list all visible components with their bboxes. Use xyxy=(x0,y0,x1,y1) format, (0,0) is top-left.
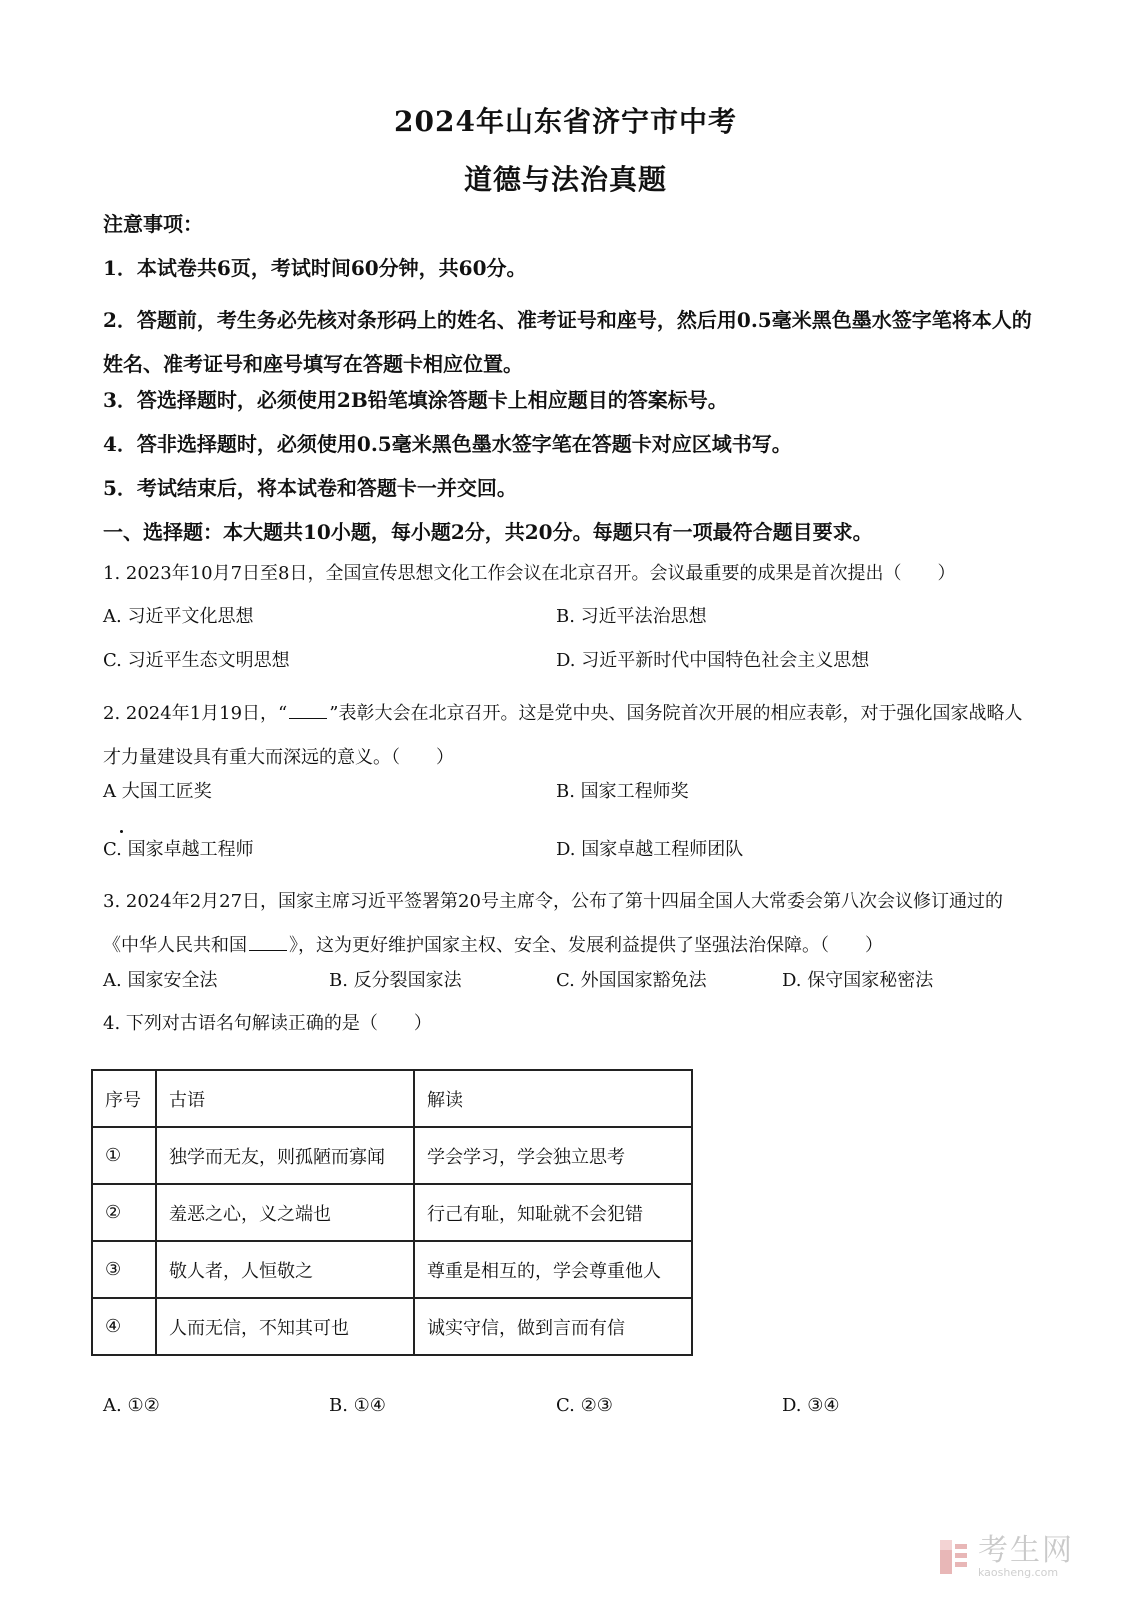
page-title: 2024年山东省济宁市中考 xyxy=(394,105,737,138)
question-3-option-b: B. 反分裂国家法 xyxy=(329,970,462,991)
question-1-option-b: B. 习近平法治思想 xyxy=(556,606,707,627)
table-row xyxy=(92,1127,692,1184)
question-4-stem: 4. 下列对古语名句解读正确的是（ ） xyxy=(103,1013,432,1034)
watermark-text xyxy=(978,1535,1074,1579)
kaosheng-logo-icon xyxy=(940,1540,970,1574)
table-header-cell: 序号 xyxy=(92,1070,156,1127)
watermark-url: kaosheng.com xyxy=(978,1566,1059,1579)
watermark-name: 考生网 xyxy=(978,1533,1074,1568)
question-3-option-a: A. 国家安全法 xyxy=(103,970,218,991)
question-4-option-b: B. ①④ xyxy=(329,1395,386,1416)
question-1-option-d: D. 习近平新时代中国特色社会主义思想 xyxy=(556,650,870,671)
stray-dot xyxy=(120,830,123,833)
question-1-stem: 1. 2023年10月7日至8日，全国宣传思想文化工作会议在北京召开。会议最重要的成果是首次提出（ ） xyxy=(103,563,956,584)
question-1-option-a: A. 习近平文化思想 xyxy=(103,606,254,627)
table-header-row xyxy=(92,1070,692,1127)
question-3-stem-after: 》，这为更好维护国家主权、安全、发展利益提供了坚强法治保障。（ ） xyxy=(289,935,883,956)
notice-item-1: 1．本试卷共6页，考试时间60分钟，共60分。 xyxy=(103,256,527,280)
question-2-blank xyxy=(289,700,327,719)
section-heading: 一、选择题：本大题共10小题，每小题2分，共20分。每题只有一项最符合题目要求。 xyxy=(103,520,873,544)
notice-item-5: 5．考试结束后，将本试卷和答题卡一并交回。 xyxy=(103,476,517,500)
question-2-option-a: A 大国工匠奖 xyxy=(103,781,212,802)
question-4-option-d: D. ③④ xyxy=(782,1395,840,1416)
notice-heading: 注意事项： xyxy=(103,212,203,236)
table-cell-quote: 羞恶之心，义之端也 xyxy=(156,1184,414,1241)
table-row xyxy=(92,1298,692,1355)
question-3-option-d: D. 保守国家秘密法 xyxy=(782,970,934,991)
table-cell-interpretation: 诚实守信，做到言而有信 xyxy=(414,1298,692,1355)
notice-item-3: 3．答选择题时，必须使用2B铅笔填涂答题卡上相应题目的答案标号。 xyxy=(103,388,728,412)
table-row xyxy=(92,1241,692,1298)
question-3-stem-before: 3. 2024年2月27日，国家主席习近平签署第20号主席令，公布了第十四届全国人大常委会第八次会议修订通过的《中华人民共和国 xyxy=(103,891,1003,956)
watermark xyxy=(940,1535,1074,1579)
table-row xyxy=(92,1184,692,1241)
question-2-stem-before: 2. 2024年1月19日，“ xyxy=(103,703,288,724)
table-cell-interpretation: 学会学习，学会独立思考 xyxy=(414,1127,692,1184)
table-cell-number: ③ xyxy=(92,1241,156,1298)
question-2-option-b: B. 国家工程师奖 xyxy=(556,781,689,802)
table-cell-number: ① xyxy=(92,1127,156,1184)
table-cell-quote: 敬人者，人恒敬之 xyxy=(156,1241,414,1298)
question-4-option-c: C. ②③ xyxy=(556,1395,613,1416)
question-2-option-c: C. 国家卓越工程师 xyxy=(103,839,254,860)
question-2-stem-after: ”表彰大会在北京召开。这是党中央、国务院首次开展的相应表彰，对于强化国家战略人才力量建设具有重大而深远的意义。（ ） xyxy=(103,703,1023,768)
page-subtitle: 道德与法治真题 xyxy=(463,163,667,196)
table-cell-interpretation: 行己有耻，知耻就不会犯错 xyxy=(414,1184,692,1241)
table-cell-number: ④ xyxy=(92,1298,156,1355)
question-1-option-c: C. 习近平生态文明思想 xyxy=(103,650,290,671)
table-cell-quote: 独学而无友，则孤陋而寡闻 xyxy=(156,1127,414,1184)
question-3-stem xyxy=(103,880,1033,968)
question-3-option-c: C. 外国国家豁免法 xyxy=(556,970,707,991)
question-3-blank xyxy=(249,932,287,951)
table-cell-interpretation: 尊重是相互的，学会尊重他人 xyxy=(414,1241,692,1298)
idiom-table xyxy=(91,1069,693,1356)
notice-item-2: 2．答题前，考生务必先核对条形码上的姓名、准考证号和座号，然后用0.5毫米黑色墨水签字笔将本人的姓名、准考证号和座号填写在答题卡相应位置。 xyxy=(103,308,1032,376)
table-cell-number: ② xyxy=(92,1184,156,1241)
question-4-option-a: A. ①② xyxy=(103,1395,160,1416)
question-2-stem xyxy=(103,692,1033,780)
table-cell-quote: 人而无信，不知其可也 xyxy=(156,1298,414,1355)
table-header-cell: 解读 xyxy=(414,1070,692,1127)
table-header-cell: 古语 xyxy=(156,1070,414,1127)
question-2-option-d: D. 国家卓越工程师团队 xyxy=(556,839,744,860)
notice-item-4: 4．答非选择题时，必须使用0.5毫米黑色墨水签字笔在答题卡对应区域书写。 xyxy=(103,432,792,456)
